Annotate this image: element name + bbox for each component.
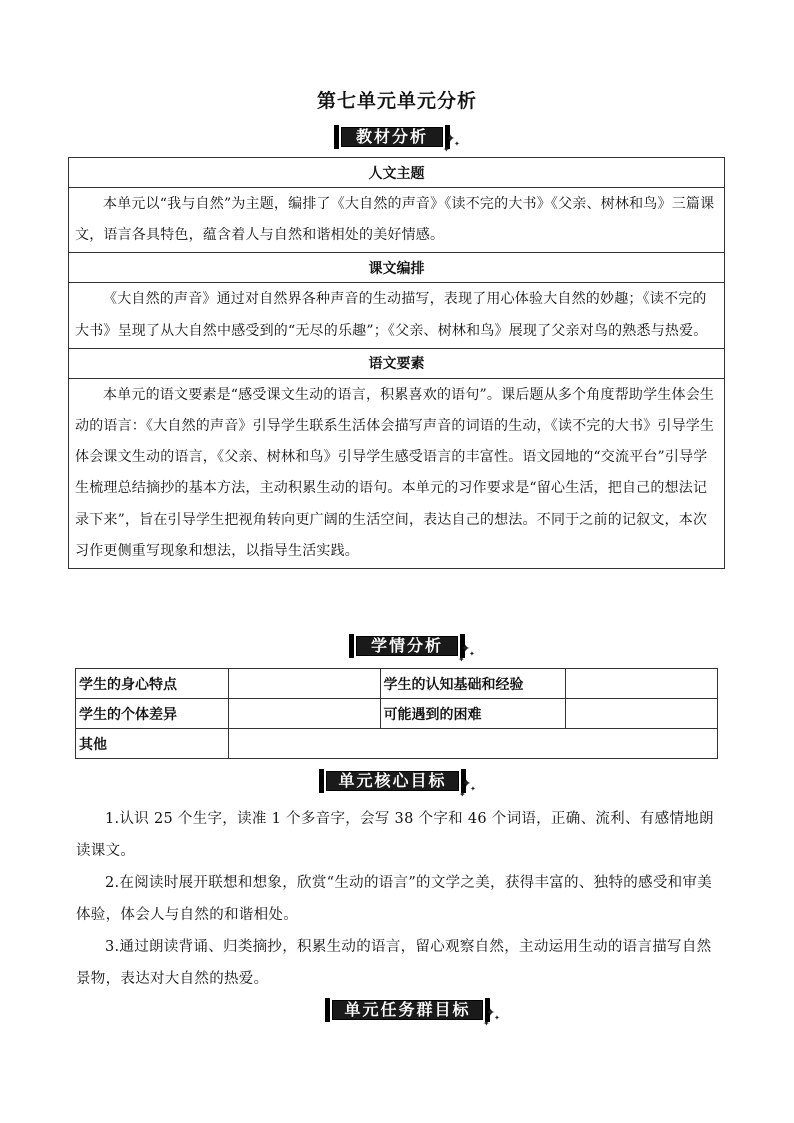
layout-heading: 课文编排 xyxy=(69,253,725,283)
sparkle-icon: ✦ xyxy=(459,790,466,799)
differences-cell xyxy=(228,699,380,729)
sparkle-icon: ✦ xyxy=(454,140,460,148)
elements-text: 本单元的语文要素是“感受课文生动的语言，积累喜欢的语句”。课后题从多个角度帮助学生体会生动的语言：《大自然的声音》引导学生联系生活体会描写声音的词语的生动，《读不完的大书》引导学生体会课文生动的语言，《父亲、树林和鸟》引导学生感受语言的丰富性。语文园地的“交流平台”引导学生梳理总结摘抄的基本方法，主动积累生动的语句。本单元的习作要求是“留心生活，把自己的想法记录下来”，旨在引导学生把视角转向更广阔的生活空间，表达自己的想法。不同于之前的记叙文，本次习作更侧重写现象和想法，以指导生活实践。 xyxy=(69,378,725,568)
differences-label: 学生的个体差异 xyxy=(76,699,229,729)
sparkle-icon: ✦ xyxy=(470,785,476,793)
core-goals-list xyxy=(76,804,719,996)
foundation-cell xyxy=(566,669,718,699)
theme-text: 本单元以“我与自然”为主题，编排了《大自然的声音》《读不完的大书》《父亲、树林和鸟》三篇课文，语言各具特色，蕴含着人与自然和谐相处的美好情感。 xyxy=(69,188,725,253)
section-banner-material: 教材分析 xyxy=(334,125,450,149)
sparkle-icon: ✦ xyxy=(462,777,472,790)
traits-label: 学生的身心特点 xyxy=(76,669,229,699)
section-banner-learner: 学情分析 xyxy=(349,634,465,658)
elements-heading: 语文要素 xyxy=(69,348,725,378)
sparkle-icon: ✦ xyxy=(483,1019,490,1028)
goal-item-2: 2.在阅读时展开联想和想象，欣赏“生动的语言”的文学之美，获得丰富的、独特的感受和审美体验，体会人与自然的和谐相处。 xyxy=(76,875,713,923)
sparkle-icon: ✦ xyxy=(458,655,465,664)
sparkle-icon: ✦ xyxy=(486,1006,496,1019)
theme-heading: 人文主题 xyxy=(69,158,725,188)
layout-text: 《大自然的声音》通过对自然界各种声音的生动描写，表现了用心体验大自然的妙趣；《读不完的大书》呈现了从大自然中感受到的“无尽的乐趣”；《父亲、树林和鸟》展现了父亲对鸟的熟悉与热爱。 xyxy=(69,283,725,348)
section-banner-task-goals: 单元任务群目标 xyxy=(325,998,490,1022)
page-title: 第七单元单元分析 xyxy=(316,90,477,112)
learner-analysis-table xyxy=(75,668,718,759)
foundation-label: 学生的认知基础和经验 xyxy=(380,669,566,699)
traits-cell xyxy=(228,669,380,699)
material-analysis-table xyxy=(68,157,725,569)
goal-item-1: 1.认识 25 个生字，读准 1 个多音字，会写 38 个字和 46 个词语，正确、流利、有感情地朗读课文。 xyxy=(76,811,714,859)
difficulties-label: 可能遇到的困难 xyxy=(380,699,566,729)
other-label: 其他 xyxy=(76,729,229,759)
sparkle-icon: ✦ xyxy=(446,132,456,145)
sparkle-icon: ✦ xyxy=(461,642,471,655)
sparkle-icon: ✦ xyxy=(443,145,450,154)
goal-item-3: 3.通过朗读背诵、归类摘抄，积累生动的语言，留心观察自然，主动运用生动的语言描写自然景物，表达对大自然的热爱。 xyxy=(76,939,712,987)
sparkle-icon: ✦ xyxy=(494,1014,500,1022)
section-banner-core-goals: 单元核心目标 xyxy=(319,769,466,793)
sparkle-icon: ✦ xyxy=(469,650,475,658)
other-cell xyxy=(228,729,717,759)
difficulties-cell xyxy=(566,699,718,729)
